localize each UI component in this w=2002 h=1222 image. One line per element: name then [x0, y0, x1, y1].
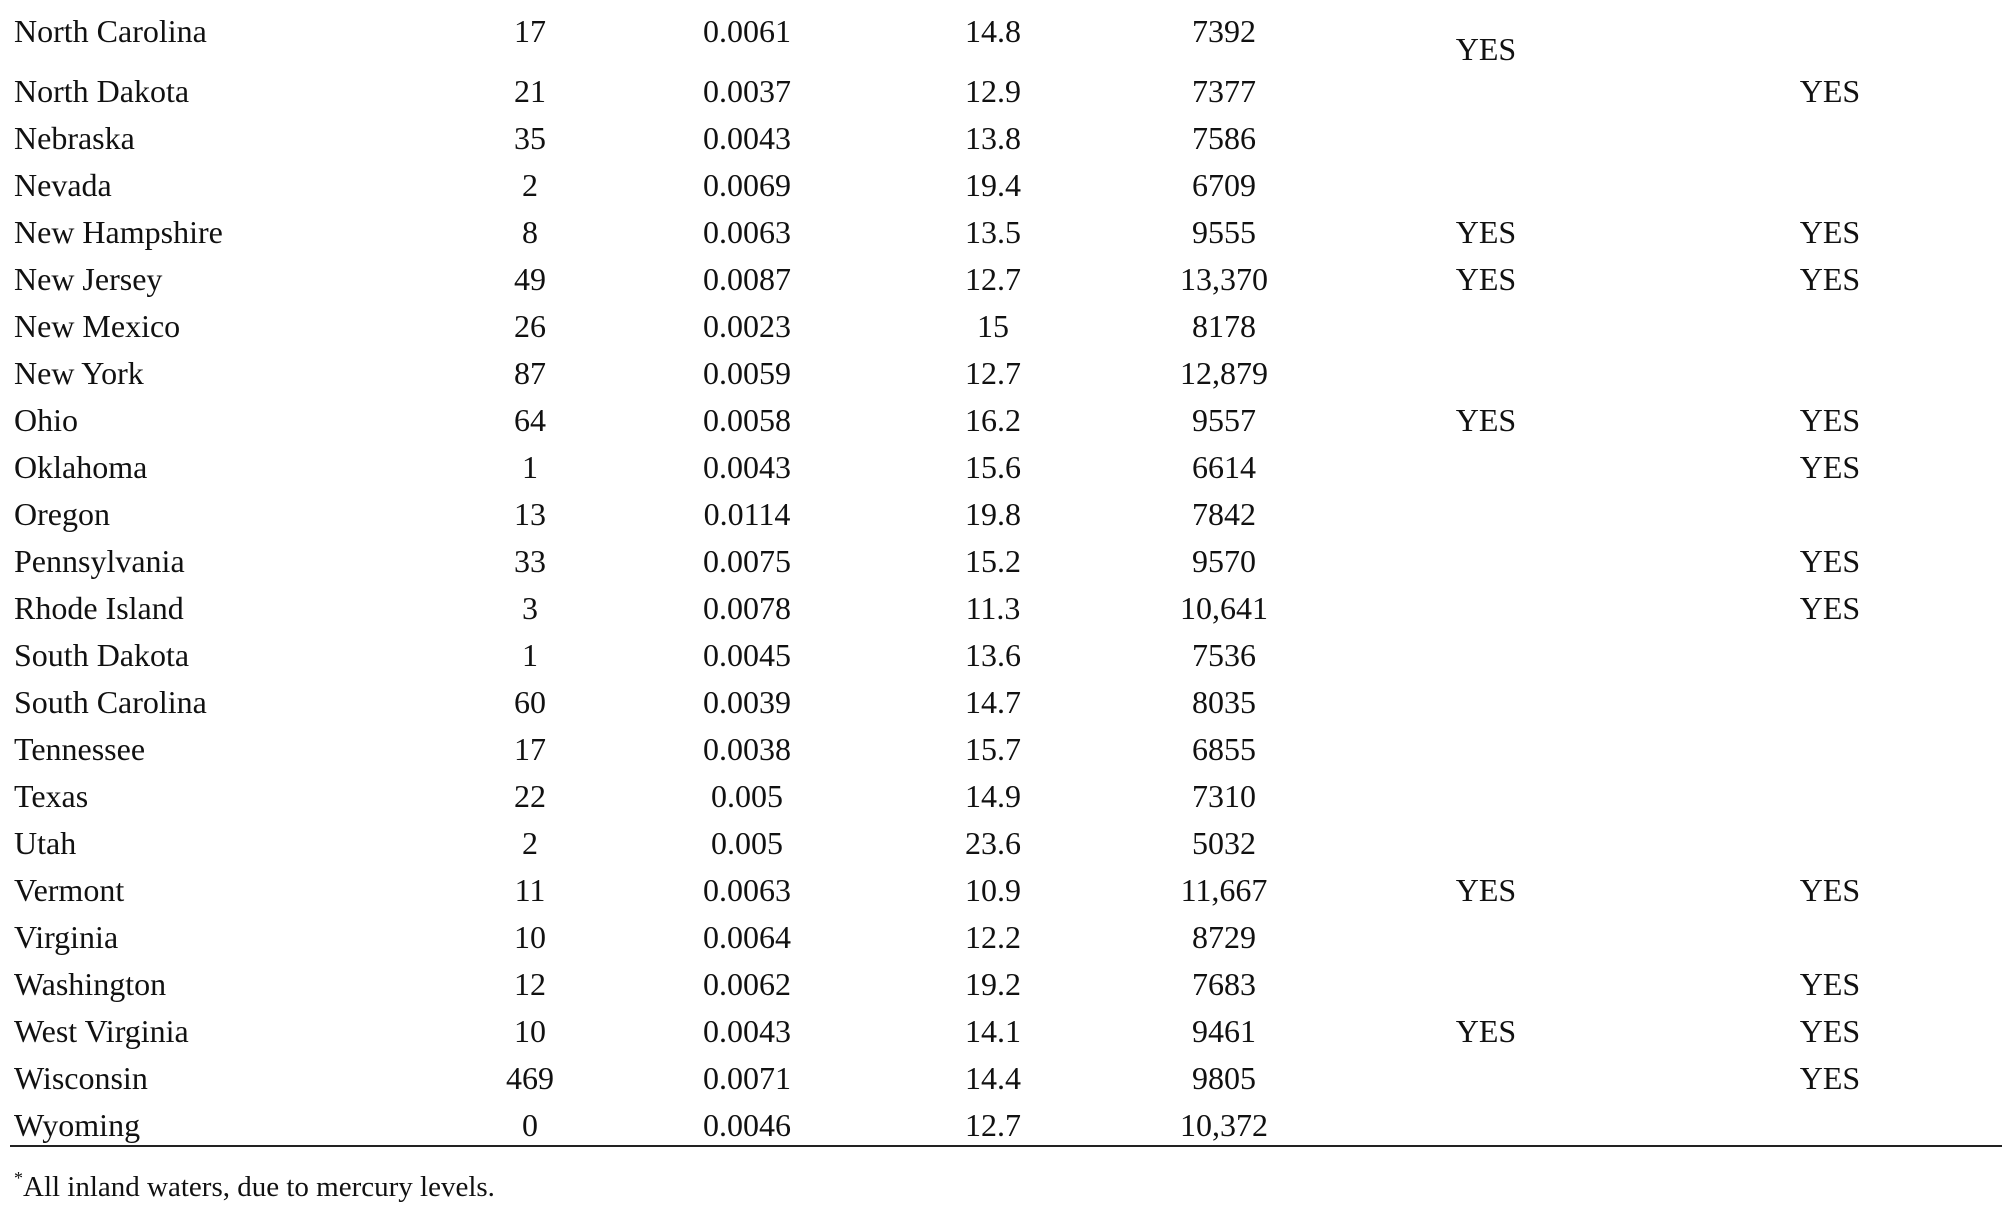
percent-cell: 19.2: [965, 966, 1021, 1002]
state-name-cell: Nebraska: [14, 120, 135, 156]
state-name-cell: Oregon: [14, 496, 110, 532]
state-name-cell: Wyoming: [14, 1107, 141, 1143]
percent-cell: 13.8: [965, 120, 1021, 156]
table-row: [0, 8, 2002, 67]
count-cell: 21: [514, 73, 546, 109]
advisory-yes-cell: [1386, 726, 1586, 773]
count-cell: 64: [514, 402, 546, 438]
advisory-yes-cell: YES: [1455, 872, 1517, 908]
rate-cell: 0.0071: [703, 1060, 791, 1096]
rate-cell: 0.0075: [703, 543, 791, 579]
advisory-all-waters-cell: YES: [1799, 1013, 1861, 1049]
percent-cell: 12.7: [965, 355, 1021, 391]
advisory-yes-cell: YES: [1455, 261, 1517, 297]
state-name-cell: West Virginia: [14, 1013, 189, 1049]
rate-cell: 0.0039: [703, 684, 791, 720]
cost-cell: 6855: [1192, 731, 1256, 767]
advisory-all-waters-cell: YES: [1799, 872, 1861, 908]
advisory-yes-cell: [1386, 585, 1586, 632]
count-cell: 10: [514, 919, 546, 955]
state-name-cell: New Hampshire: [14, 214, 223, 250]
cost-cell: 7392: [1192, 13, 1256, 49]
table-row: [0, 726, 2002, 773]
table-row: [0, 68, 2002, 115]
state-name-cell: Virginia: [14, 919, 119, 955]
percent-cell: 19.4: [965, 167, 1021, 203]
count-cell: 2: [522, 825, 538, 861]
percent-cell: 15.2: [965, 543, 1021, 579]
advisory-yes-cell: YES: [1455, 402, 1517, 438]
cost-cell: 8729: [1192, 919, 1256, 955]
footnote-marker: *: [14, 1168, 23, 1188]
advisory-yes-cell: [1386, 632, 1586, 679]
cost-cell: 10,372: [1180, 1107, 1268, 1143]
table-row: [0, 162, 2002, 209]
state-name-cell: Ohio: [14, 402, 78, 438]
state-name-cell: South Dakota: [14, 637, 190, 673]
cost-cell: 6614: [1192, 449, 1256, 485]
count-cell: 1: [522, 637, 538, 673]
cost-cell: 9570: [1192, 543, 1256, 579]
rate-cell: 0.005: [711, 825, 783, 861]
percent-cell: 13.5: [965, 214, 1021, 250]
percent-cell: 16.2: [965, 402, 1021, 438]
advisory-yes-cell: [1386, 162, 1586, 209]
table-row: [0, 256, 2002, 303]
table-row: [0, 679, 2002, 726]
advisory-yes-cell: [1386, 679, 1586, 726]
advisory-all-waters-cell: [1730, 491, 1930, 538]
cost-cell: 7536: [1192, 637, 1256, 673]
count-cell: 49: [514, 261, 546, 297]
advisory-all-waters-cell: [1730, 162, 1930, 209]
state-name-cell: Vermont: [14, 872, 125, 908]
percent-cell: 15: [977, 308, 1009, 344]
count-cell: 11: [514, 872, 546, 908]
percent-cell: 14.4: [965, 1060, 1021, 1096]
cost-cell: 8178: [1192, 308, 1256, 344]
cost-cell: 7310: [1192, 778, 1256, 814]
cost-cell: 7683: [1192, 966, 1256, 1002]
advisory-all-waters-cell: [1730, 914, 1930, 961]
state-name-cell: New Mexico: [14, 308, 181, 344]
cost-cell: 6709: [1192, 167, 1256, 203]
advisory-all-waters-cell: [1730, 303, 1930, 350]
table-row: [0, 632, 2002, 679]
rate-cell: 0.0064: [703, 919, 791, 955]
state-name-cell: Texas: [14, 778, 89, 814]
rate-cell: 0.0069: [703, 167, 791, 203]
rate-cell: 0.0059: [703, 355, 791, 391]
cost-cell: 7586: [1192, 120, 1256, 156]
table-row: [0, 303, 2002, 350]
table-row: [0, 444, 2002, 491]
advisory-all-waters-cell: YES: [1799, 543, 1861, 579]
advisory-all-waters-cell: YES: [1799, 261, 1861, 297]
state-name-cell: Pennsylvania: [14, 543, 185, 579]
percent-cell: 23.6: [965, 825, 1021, 861]
count-cell: 35: [514, 120, 546, 156]
cost-cell: 7377: [1192, 73, 1256, 109]
advisory-all-waters-cell: [1730, 679, 1930, 726]
rate-cell: 0.0061: [703, 13, 791, 49]
rate-cell: 0.0114: [703, 496, 791, 532]
advisory-all-waters-cell: YES: [1799, 1060, 1861, 1096]
count-cell: 33: [514, 543, 546, 579]
percent-cell: 14.1: [965, 1013, 1021, 1049]
count-cell: 469: [506, 1060, 554, 1096]
rate-cell: 0.0023: [703, 308, 791, 344]
percent-cell: 12.2: [965, 919, 1021, 955]
rate-cell: 0.0058: [703, 402, 791, 438]
table-row: [0, 209, 2002, 256]
state-name-cell: Utah: [14, 825, 77, 861]
state-name-cell: Rhode Island: [14, 590, 184, 626]
state-name-cell: Oklahoma: [14, 449, 148, 485]
cost-cell: 5032: [1192, 825, 1256, 861]
advisory-all-waters-cell: YES: [1799, 449, 1861, 485]
percent-cell: 12.9: [965, 73, 1021, 109]
cost-cell: 12,879: [1180, 355, 1268, 391]
state-name-cell: Nevada: [14, 167, 112, 203]
percent-cell: 12.7: [965, 261, 1021, 297]
state-name-cell: New York: [14, 355, 144, 391]
rate-cell: 0.0063: [703, 214, 791, 250]
cost-cell: 11,667: [1180, 872, 1268, 908]
advisory-yes-cell: [1386, 1055, 1586, 1102]
percent-cell: 13.6: [965, 637, 1021, 673]
rate-cell: 0.0063: [703, 872, 791, 908]
percent-cell: 12.7: [965, 1107, 1021, 1143]
cost-cell: 9557: [1192, 402, 1256, 438]
state-name-cell: North Carolina: [14, 13, 207, 49]
table-row: [0, 350, 2002, 397]
rate-cell: 0.0043: [703, 120, 791, 156]
percent-cell: 15.7: [965, 731, 1021, 767]
cost-cell: 9555: [1192, 214, 1256, 250]
cost-cell: 9461: [1192, 1013, 1256, 1049]
advisory-yes-cell: YES: [1455, 31, 1517, 67]
count-cell: 1: [522, 449, 538, 485]
percent-cell: 14.9: [965, 778, 1021, 814]
advisory-yes-cell: [1386, 68, 1586, 115]
table-bottom-rule: [10, 1145, 2002, 1147]
count-cell: 10: [514, 1013, 546, 1049]
state-name-cell: Wisconsin: [14, 1060, 148, 1096]
table-row: [0, 397, 2002, 444]
advisory-all-waters-cell: YES: [1799, 402, 1861, 438]
table-row: [0, 961, 2002, 1008]
count-cell: 0: [522, 1107, 538, 1143]
table-row: [0, 914, 2002, 961]
table-row: [0, 1102, 2002, 1149]
advisory-all-waters-cell: [1730, 726, 1930, 773]
advisory-all-waters-cell: [1730, 1102, 1930, 1149]
advisory-all-waters-cell: YES: [1799, 966, 1861, 1002]
footnote-text: All inland waters, due to mercury levels.: [23, 1171, 495, 1203]
cost-cell: 9805: [1192, 1060, 1256, 1096]
advisory-all-waters-cell: YES: [1799, 73, 1861, 109]
percent-cell: 19.8: [965, 496, 1021, 532]
advisory-yes-cell: [1386, 303, 1586, 350]
count-cell: 8: [522, 214, 538, 250]
count-cell: 26: [514, 308, 546, 344]
advisory-all-waters-cell: [1730, 350, 1930, 397]
rate-cell: 0.0037: [703, 73, 791, 109]
advisory-yes-cell: [1386, 444, 1586, 491]
advisory-all-waters-cell: [1730, 773, 1930, 820]
advisory-all-waters-cell: [1730, 820, 1930, 867]
table-row: [0, 1055, 2002, 1102]
state-name-cell: North Dakota: [14, 73, 190, 109]
advisory-yes-cell: [1386, 1102, 1586, 1149]
count-cell: 17: [514, 731, 546, 767]
rate-cell: 0.0046: [703, 1107, 791, 1143]
table-footnote: [14, 1156, 495, 1209]
table-row: [0, 585, 2002, 632]
table-row: [0, 867, 2002, 914]
percent-cell: 10.9: [965, 872, 1021, 908]
advisory-yes-cell: [1386, 773, 1586, 820]
count-cell: 3: [522, 590, 538, 626]
rate-cell: 0.0043: [703, 1013, 791, 1049]
count-cell: 60: [514, 684, 546, 720]
cost-cell: 8035: [1192, 684, 1256, 720]
advisory-all-waters-cell: YES: [1799, 590, 1861, 626]
count-cell: 87: [514, 355, 546, 391]
count-cell: 12: [514, 966, 546, 1002]
percent-cell: 14.8: [965, 13, 1021, 49]
state-name-cell: Tennessee: [14, 731, 146, 767]
percent-cell: 11.3: [965, 590, 1021, 626]
advisory-all-waters-cell: YES: [1799, 214, 1861, 250]
count-cell: 13: [514, 496, 546, 532]
advisory-yes-cell: [1386, 961, 1586, 1008]
advisory-yes-cell: [1386, 350, 1586, 397]
advisory-yes-cell: [1386, 820, 1586, 867]
cost-cell: 10,641: [1180, 590, 1268, 626]
rate-cell: 0.0045: [703, 637, 791, 673]
advisory-yes-cell: YES: [1455, 214, 1517, 250]
state-name-cell: South Carolina: [14, 684, 207, 720]
advisory-yes-cell: [1386, 914, 1586, 961]
rate-cell: 0.005: [711, 778, 783, 814]
rate-cell: 0.0062: [703, 966, 791, 1002]
state-name-cell: Washington: [14, 966, 167, 1002]
percent-cell: 15.6: [965, 449, 1021, 485]
table-row: [0, 115, 2002, 162]
table-row: [0, 491, 2002, 538]
advisory-yes-cell: [1386, 491, 1586, 538]
advisory-all-waters-cell: [1730, 632, 1930, 679]
count-cell: 22: [514, 778, 546, 814]
state-name-cell: New Jersey: [14, 261, 163, 297]
advisory-all-waters-cell: [1730, 115, 1930, 162]
rate-cell: 0.0043: [703, 449, 791, 485]
cost-cell: 7842: [1192, 496, 1256, 532]
table-row: [0, 820, 2002, 867]
advisory-yes-cell: YES: [1455, 1013, 1517, 1049]
advisory-yes-cell: [1386, 538, 1586, 585]
table-row: [0, 773, 2002, 820]
advisory-yes-cell: [1386, 115, 1586, 162]
rate-cell: 0.0087: [703, 261, 791, 297]
advisory-all-waters-cell: [1730, 8, 1930, 55]
table-row: [0, 538, 2002, 585]
rate-cell: 0.0038: [703, 731, 791, 767]
rate-cell: 0.0078: [703, 590, 791, 626]
cost-cell: 13,370: [1180, 261, 1268, 297]
table-row: [0, 1008, 2002, 1055]
count-cell: 2: [522, 167, 538, 203]
percent-cell: 14.7: [965, 684, 1021, 720]
count-cell: 17: [514, 13, 546, 49]
